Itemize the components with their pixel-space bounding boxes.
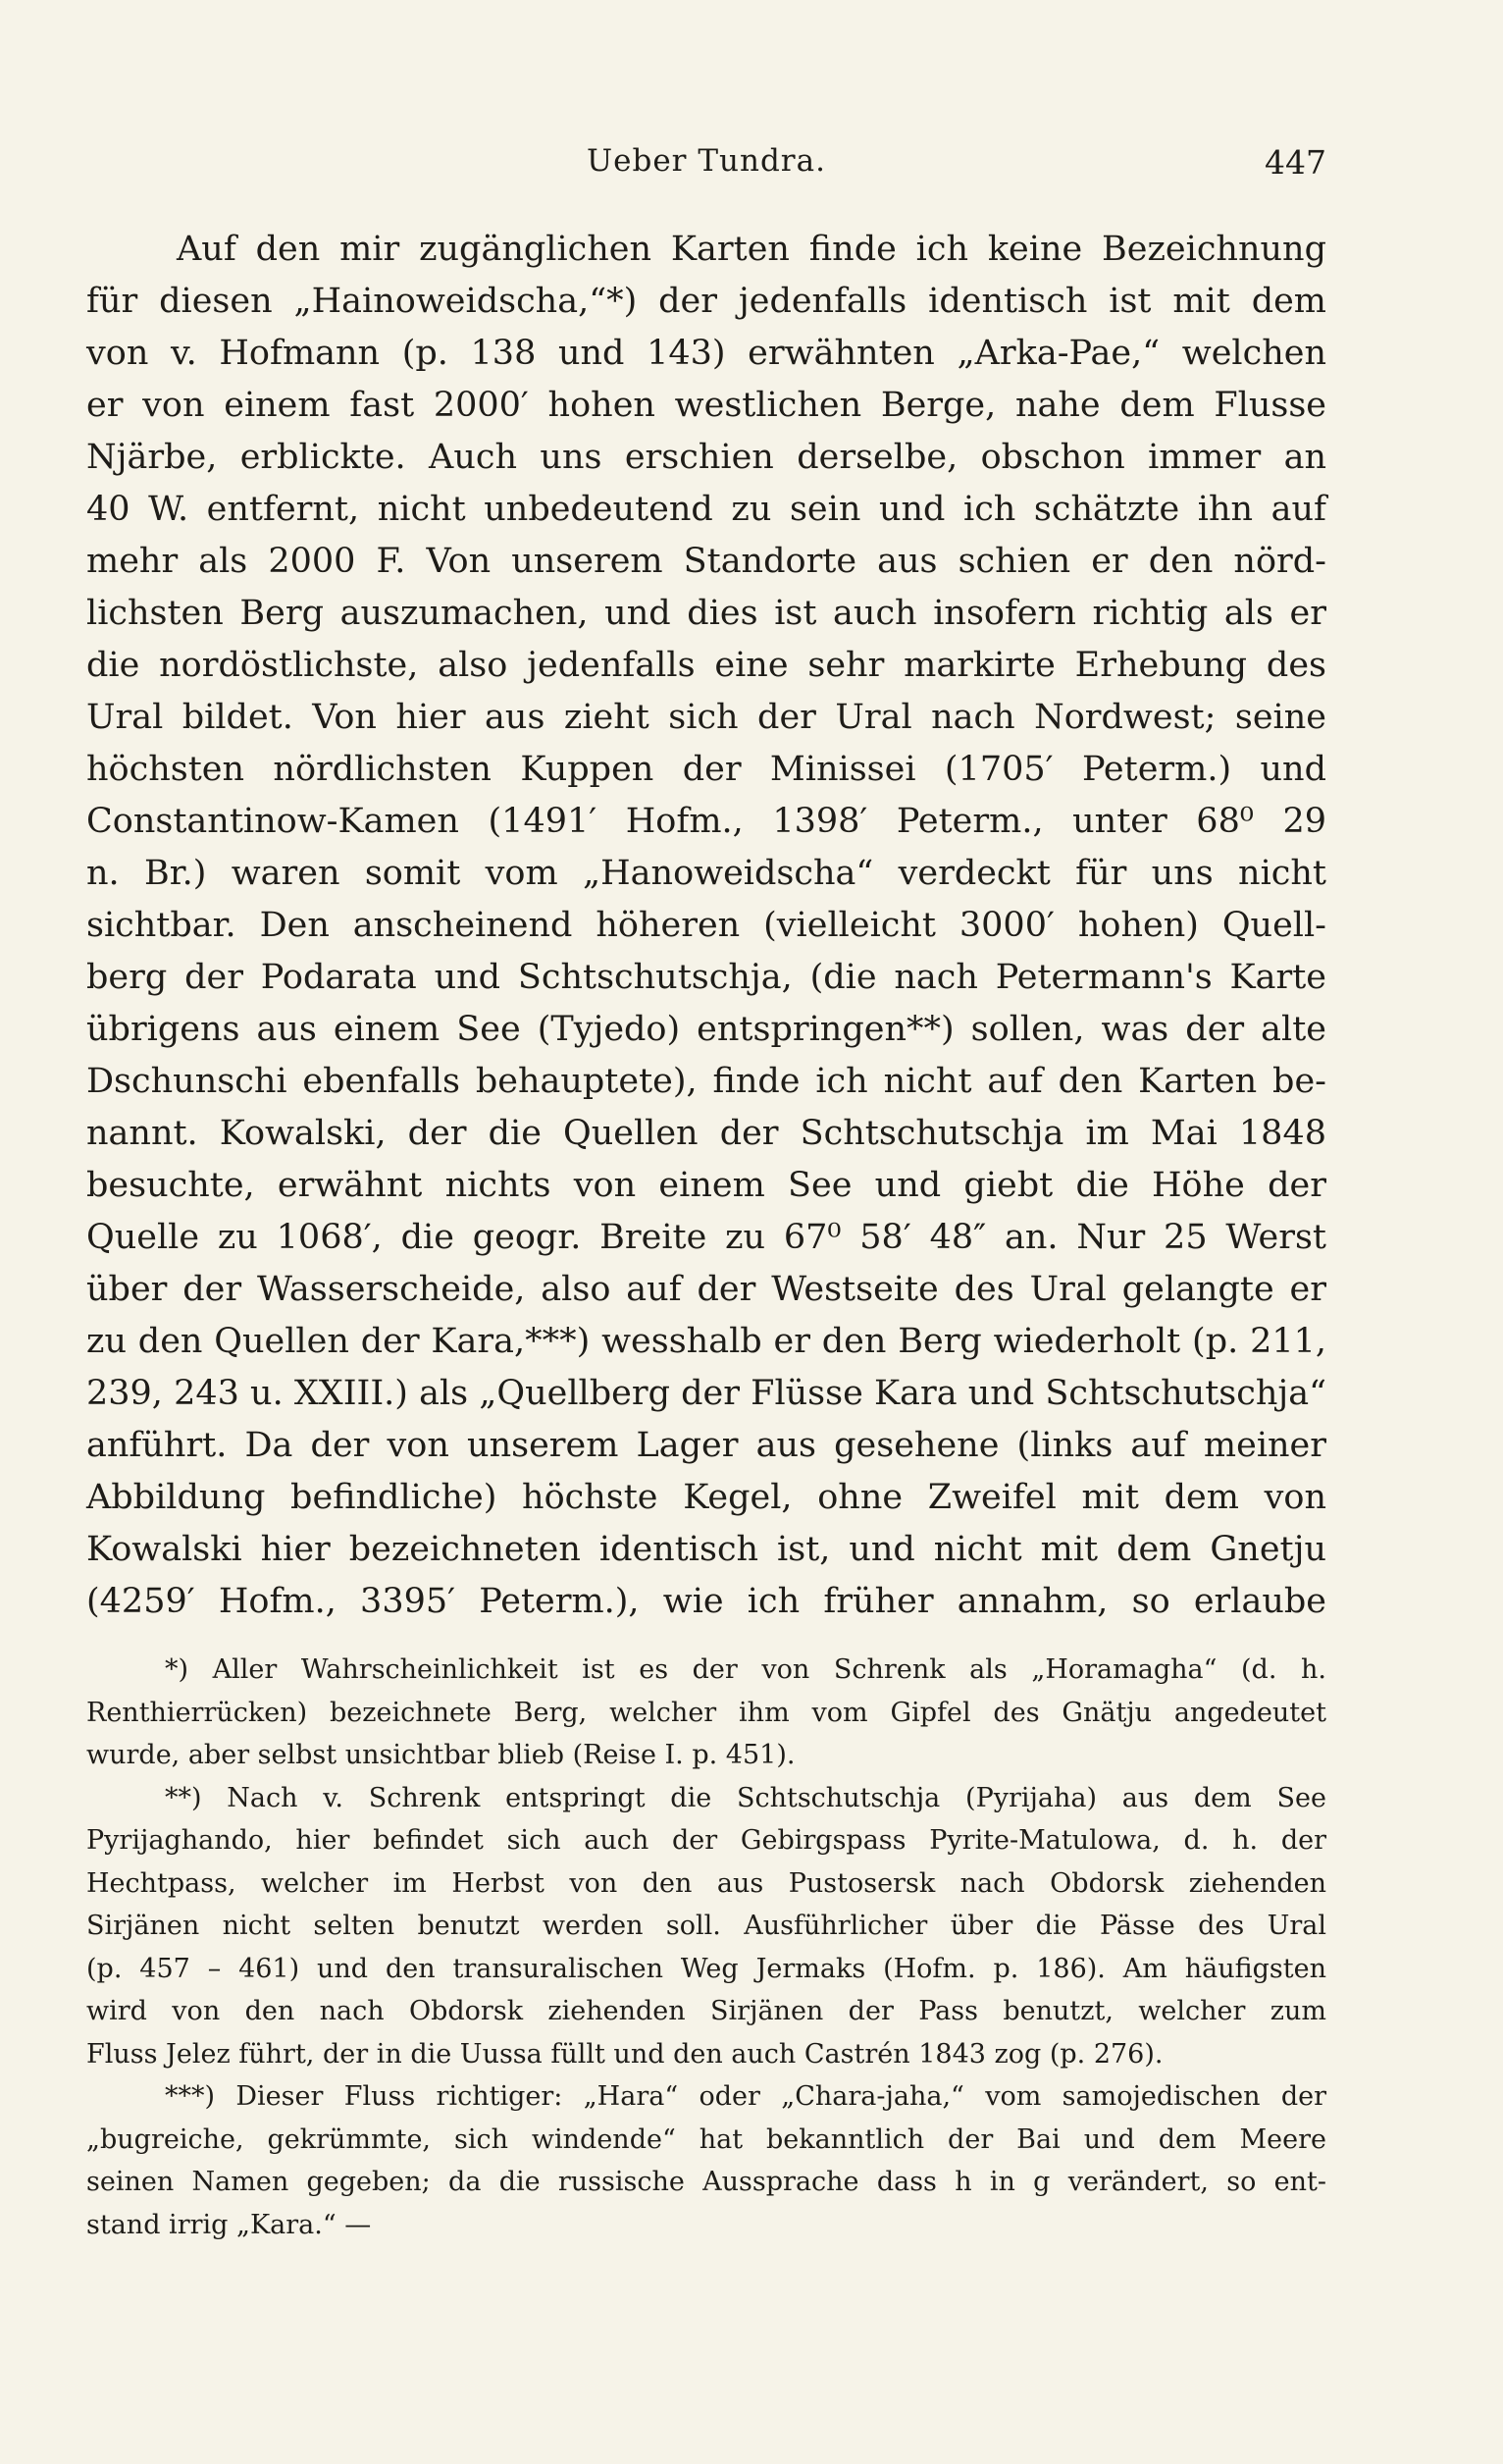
body-line: Kowalski hier bezeichneten identisch ist, und nicht mit dem Gnetju <box>86 1530 1326 1569</box>
running-title: Ueber Tundra. <box>587 143 826 179</box>
footnote-line: Sirjänen nicht selten benutzt werden soll. Ausführlicher über die Pässe des Ural <box>86 1911 1326 1941</box>
body-line: über der Wasserscheide, also auf der Westseite des Ural gelangte er <box>86 1270 1326 1309</box>
footnote-line: wird von den nach Obdorsk ziehenden Sirjänen der Pass benutzt, welcher zum <box>86 1996 1326 2026</box>
body-line: besuchte, erwähnt nichts von einem See und giebt die Höhe der <box>86 1166 1326 1205</box>
footnote-line: Pyrijaghando, hier befindet sich auch der Gebirgspass Pyrite-Matulowa, d. h. der <box>86 1825 1326 1856</box>
body-line: Ural bildet. Von hier aus zieht sich der Ural nach Nordwest; seine <box>86 698 1326 737</box>
body-line: die nordöstlichste, also jedenfalls eine sehr markirte Erhebung des <box>86 646 1326 685</box>
body-line: Constantinow-Kamen (1491′ Hofm., 1398′ Peterm., unter 68⁰ 29 <box>86 802 1326 841</box>
body-line: er von einem fast 2000′ hohen westlichen Berge, nahe dem Flusse <box>86 386 1326 425</box>
body-line: lichsten Berg auszumachen, und dies ist auch insofern richtig als er <box>86 594 1326 633</box>
body-line: für diesen „Hainoweidscha,“*) der jedenfalls identisch ist mit dem <box>86 282 1326 321</box>
footnote-line: „bugreiche, gekrümmte, sich windende“ hat bekanntlich der Bai und dem Meere <box>86 2123 1326 2155</box>
body-line: übrigens aus einem See (Tyjedo) entspringen**) sollen, was der alte <box>86 1010 1326 1049</box>
body-line: (4259′ Hofm., 3395′ Peterm.), wie ich früher annahm, so erlaube <box>86 1582 1326 1621</box>
body-line: Njärbe, erblickte. Auch uns erschien derselbe, obschon immer an <box>86 438 1326 477</box>
footnote-line: wurde, aber selbst unsichtbar blieb (Reise I. p. 451). <box>86 1740 796 1770</box>
footnote-line: Fluss Jelez führt, der in die Uussa füllt und den auch Castrén 1843 zog (p. 276). <box>86 2038 1164 2070</box>
footnote-line: (p. 457 – 461) und den transuralischen Weg Jermaks (Hofm. p. 186). Am häufigsten <box>86 1953 1326 1984</box>
body-line: höchsten nördlichsten Kuppen der Minissei (1705′ Peterm.) und <box>86 750 1326 789</box>
body-line: mehr als 2000 F. Von unserem Standorte aus schien er den nörd- <box>86 542 1326 581</box>
body-line: Quelle zu 1068′, die geogr. Breite zu 67⁰ 58′ 48″ an. Nur 25 Werst <box>86 1218 1326 1257</box>
footnote-line: seinen Namen gegeben; da die russische Aussprache dass h in g verändert, so ent- <box>86 2167 1326 2197</box>
body-line: Abbildung befindliche) höchste Kegel, ohne Zweifel mit dem von <box>86 1478 1326 1517</box>
footnote-line: **) Nach v. Schrenk entspringt die Schtschutschja (Pyrijaha) aus dem See <box>165 1782 1326 1813</box>
footnote-line: stand irrig „Kara.“ — <box>86 2209 372 2240</box>
body-line: n. Br.) waren somit vom „Hanoweidscha“ verdeckt für uns nicht <box>86 854 1326 893</box>
footnote-line: ***) Dieser Fluss richtiger: „Hara“ oder „Chara-jaha,“ vom samojedischen der <box>165 2081 1326 2112</box>
footnote-line: *) Aller Wahrscheinlichkeit ist es der von Schrenk als „Horamagha“ (d. h. <box>165 1654 1326 1685</box>
body-line: anführt. Da der von unserem Lager aus gesehene (links auf meiner <box>86 1426 1326 1465</box>
body-line: zu den Quellen der Kara,***) wesshalb er den Berg wiederholt (p. 211, <box>86 1322 1326 1361</box>
main-text <box>86 224 1326 1628</box>
body-line: 40 W. entfernt, nicht unbedeutend zu sein und ich schätzte ihn auf <box>86 490 1326 529</box>
footnote-line: Renthierrücken) bezeichnete Berg, welcher ihm vom Gipfel des Gnätju angedeutet <box>86 1697 1326 1728</box>
body-line: Auf den mir zugänglichen Karten finde ich keine Bezeichnung <box>177 230 1326 269</box>
body-line: nannt. Kowalski, der die Quellen der Schtschutschja im Mai 1848 <box>86 1114 1326 1153</box>
body-line: 239, 243 u. XXIII.) als „Quellberg der Flüsse Kara und Schtschutschja“ <box>86 1374 1326 1413</box>
body-line: berg der Podarata und Schtschutschja, (die nach Petermann's Karte <box>86 958 1326 997</box>
body-line: Dschunschi ebenfalls behauptete), finde ich nicht auf den Karten be- <box>86 1062 1326 1101</box>
page-number: 447 <box>1265 143 1326 182</box>
body-line: von v. Hofmann (p. 138 und 143) erwähnten „Arka-Pae,“ welchen <box>86 334 1326 373</box>
body-line: sichtbar. Den anscheinend höheren (vielleicht 3000′ hohen) Quell- <box>86 906 1326 945</box>
footnotes <box>86 1649 1326 2246</box>
footnote-line: Hechtpass, welcher im Herbst von den aus Pustosersk nach Obdorsk ziehenden <box>86 1867 1326 1899</box>
page-header <box>86 135 1326 184</box>
